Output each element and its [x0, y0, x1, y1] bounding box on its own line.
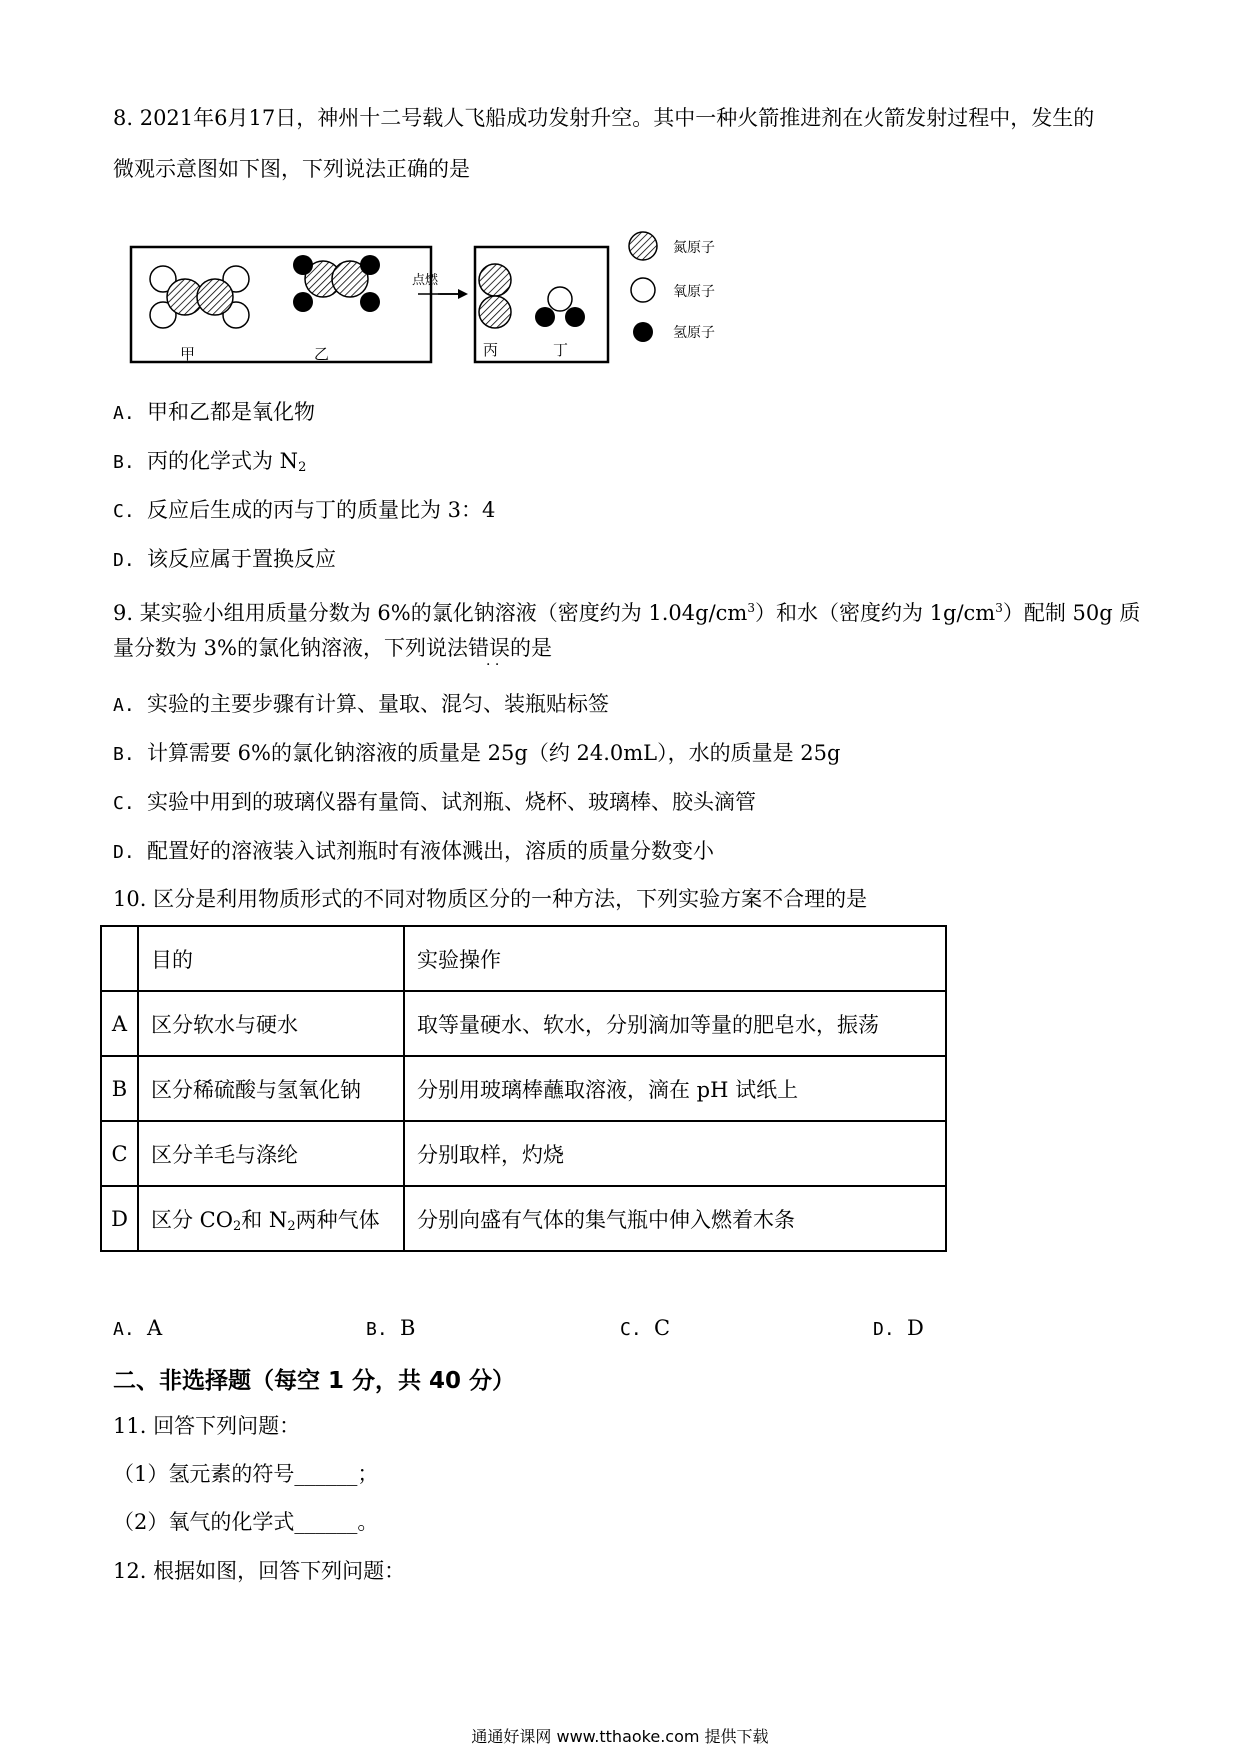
option-letter: C.: [113, 793, 135, 814]
q9-stem-line2: 量分数为 3%的氯化钠溶液，下列说法错误的是: [113, 636, 552, 660]
section-title: 二、非选择题（每空 1 分，共 40 分）: [113, 1368, 516, 1394]
legend-nitrogen-icon: [629, 232, 657, 260]
option-text: 丙的化学式为 N: [147, 449, 299, 473]
table-header-cell: 目的: [138, 926, 404, 991]
molecule-jia: [150, 266, 249, 328]
row-purpose: 区分稀硫酸与氢氧化钠: [138, 1056, 404, 1121]
q8-stem-line1: 8. 2021年6月17日，神州十二号载人飞船成功发射升空。其中一种火箭推进剂在火箭发射过程中，发生的: [113, 106, 1095, 130]
option-letter: D.: [873, 1319, 895, 1340]
answer-choice-d: [873, 1316, 924, 1340]
option-text: D: [907, 1316, 924, 1340]
superscript: 3: [995, 601, 1003, 615]
table-header-cell: 实验操作: [404, 926, 946, 991]
q10-stem: 10. 区分是利用物质形式的不同对物质区分的一种方法，下列实验方案不合理的是: [113, 887, 868, 911]
molecule-ding: [535, 287, 585, 327]
option-letter: A.: [113, 695, 135, 716]
legend-hydrogen-label: 氢原子: [673, 325, 715, 341]
row-key: A: [101, 991, 138, 1056]
option-letter: A.: [113, 1319, 135, 1340]
emphasis-dots: · ·: [486, 657, 500, 673]
label-yi: 乙: [314, 345, 330, 363]
option-text: 甲和乙都是氧化物: [147, 400, 315, 424]
option-letter: D.: [113, 550, 135, 571]
row-operation: 分别用玻璃棒蘸取溶液，滴在 pH 试纸上: [404, 1056, 946, 1121]
q8-option-a: [113, 398, 315, 428]
row-key: C: [101, 1121, 138, 1186]
option-text: 配置好的溶液装入试剂瓶时有液体溅出，溶质的质量分数变小: [147, 839, 714, 863]
legend-hydrogen-icon: [633, 322, 653, 342]
option-letter: C.: [113, 501, 135, 522]
table-row: [101, 991, 946, 1056]
q8-stem-line2: 微观示意图如下图，下列说法正确的是: [113, 157, 470, 181]
legend-nitrogen-label: 氮原子: [673, 240, 715, 256]
legend-oxygen-label: 氧原子: [673, 284, 715, 300]
row-purpose: 区分羊毛与涤纶: [138, 1121, 404, 1186]
option-text: 实验中用到的玻璃仪器有量筒、试剂瓶、烧杯、玻璃棒、胶头滴管: [147, 790, 756, 814]
row-key: D: [101, 1186, 138, 1251]
row-key: B: [101, 1056, 138, 1121]
legend: [629, 232, 715, 342]
superscript: 3: [747, 601, 755, 615]
answer-choice-a: [113, 1316, 162, 1340]
table-header-row: [101, 926, 946, 991]
q9-text-part: 9. 某实验小组用质量分数为 6%的氯化钠溶液（密度约为 1.04g/cm: [113, 601, 748, 625]
q9-stem-line1: [113, 594, 1140, 627]
reaction-micro-diagram: [128, 222, 808, 372]
option-text: 该反应属于置换反应: [147, 547, 336, 571]
answer-choice-c: [620, 1316, 670, 1340]
option-text: 计算需要 6%的氯化钠溶液的质量是 25g（约 24.0mL），水的质量是 25g: [147, 741, 841, 765]
option-letter: B.: [113, 452, 135, 473]
q11-sub1: （1）氢元素的符号______；: [113, 1462, 379, 1486]
table-header-cell: [101, 926, 138, 991]
footer-watermark: 通通好课网 www.tthaoke.com 提供下载: [471, 1727, 769, 1746]
q8-option-d: [113, 545, 336, 575]
molecule-yi: [293, 255, 380, 312]
row-operation: 分别取样，灼烧: [404, 1121, 946, 1186]
option-letter: D.: [113, 842, 135, 863]
q11-stem: 11. 回答下列问题：: [113, 1414, 301, 1438]
q9-option-c: [113, 788, 756, 818]
purpose-part: 和 N: [241, 1207, 288, 1232]
experiment-table: [100, 925, 947, 1252]
option-text: A: [147, 1316, 163, 1340]
row-operation: 分别向盛有气体的集气瓶中伸入燃着木条: [404, 1186, 946, 1251]
q9-option-a: [113, 690, 609, 720]
row-purpose: [138, 1186, 404, 1251]
row-purpose: 区分软水与硬水: [138, 991, 404, 1056]
arrow-label-dianran: 点燃: [412, 273, 439, 288]
option-letter: B.: [366, 1319, 388, 1340]
option-letter: A.: [113, 403, 135, 424]
option-letter: C.: [620, 1319, 642, 1340]
row-operation: 取等量硬水、软水，分别滴加等量的肥皂水，振荡: [404, 991, 946, 1056]
subscript: 2: [287, 1218, 296, 1234]
option-text: 实验的主要步骤有计算、量取、混匀、装瓶贴标签: [147, 692, 609, 716]
table-row: [101, 1186, 946, 1251]
option-text: C: [654, 1316, 671, 1340]
q9-text-part: ）和水（密度约为 1g/cm: [754, 601, 996, 625]
purpose-part: 区分 CO: [151, 1207, 233, 1232]
table-row: [101, 1056, 946, 1121]
option-letter: B.: [113, 744, 135, 765]
label-bing: 丙: [483, 341, 499, 359]
purpose-part: 两种气体: [295, 1207, 380, 1232]
subscript: 2: [298, 460, 307, 475]
molecule-bing: [479, 264, 511, 328]
label-ding: 丁: [553, 341, 569, 359]
q12-stem: 12. 根据如图，回答下列问题：: [113, 1559, 406, 1583]
q9-option-b: [113, 739, 840, 769]
subscript: 2: [232, 1218, 242, 1234]
answer-choice-b: [366, 1316, 415, 1340]
q8-option-b: [113, 447, 306, 482]
q11-sub2: （2）氧气的化学式______。: [113, 1510, 379, 1534]
q8-option-c: [113, 496, 495, 526]
legend-oxygen-icon: [631, 278, 655, 302]
table-row: [101, 1121, 946, 1186]
q9-option-d: [113, 837, 714, 867]
option-text: B: [400, 1316, 416, 1340]
label-jia: 甲: [180, 345, 196, 363]
q9-text-part: ）配制 50g 质: [1002, 601, 1141, 625]
option-text: 反应后生成的丙与丁的质量比为 3：4: [147, 498, 496, 522]
